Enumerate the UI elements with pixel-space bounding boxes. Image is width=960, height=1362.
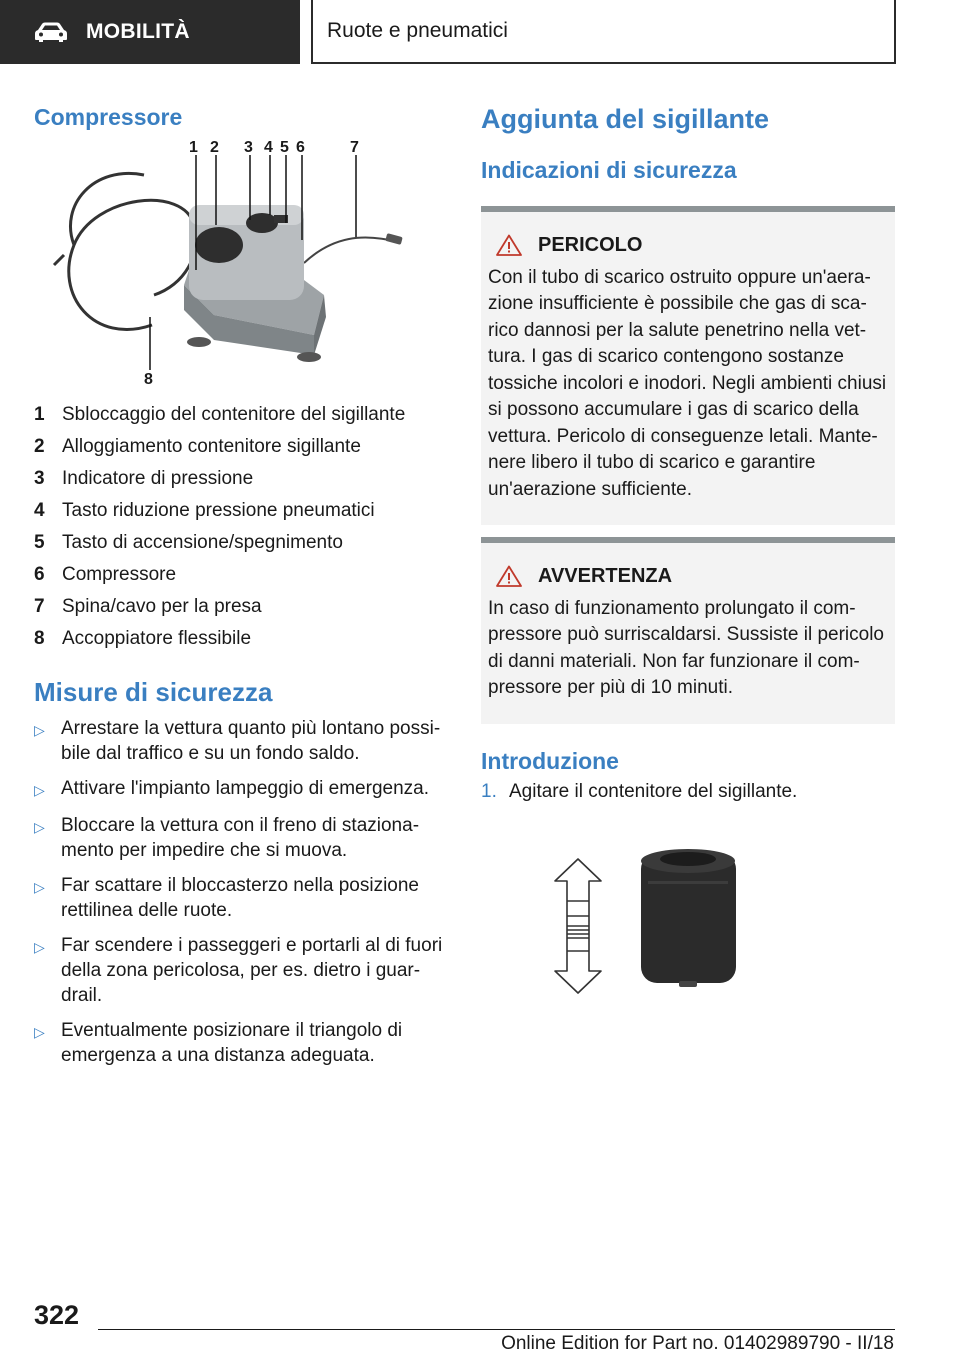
danger-notice [481, 206, 895, 525]
footer-divider [98, 1329, 895, 1330]
callout-1: 1 [189, 139, 198, 156]
danger-text: Con il tubo di scarico ostruito oppure un'aerazione insufficiente è possibile che gas di scarico dannosi per la salute penetrino nella vettura. I gas di scarico contengono sostanze tossiche incolori e inodori. Negli ambienti chiusi si possono accumulare i gas di scarico della vettura. Pericolo di conseguenze letali. Mantenere libero il tubo di scarico e garantire un'aerazione sufficiente. [488, 266, 887, 500]
triangle-bullet-icon: ▷ [34, 819, 45, 835]
safety-item: ▷ Eventualmente posizionare il triangolo di emergenza a una distanza adeguata. [34, 1020, 403, 1066]
safety-heading: Misure di sicurezza [34, 677, 273, 707]
callout-3: 3 [244, 139, 253, 156]
compressor-heading: Compressore [34, 104, 183, 130]
compressor-illustration [34, 145, 444, 397]
intro-heading: Introduzione [481, 747, 619, 774]
triangle-bullet-icon: ▷ [34, 722, 45, 738]
main-heading: Aggiunta del sigillante [481, 104, 770, 134]
callout-6: 6 [296, 139, 305, 156]
step-list [481, 779, 895, 805]
callout-5: 5 [280, 139, 289, 156]
right-column [481, 100, 895, 1016]
warning-label: AVVERTENZA [538, 565, 673, 587]
safety-item: ▷ Bloccare la vettura con il freno di stazionamento per impedire che si muova. [34, 815, 420, 861]
triangle-bullet-icon: ▷ [34, 1024, 45, 1040]
callout-7: 7 [350, 139, 359, 156]
page-number: 322 [34, 1300, 80, 1330]
safety-item: ▷ Far scattare il bloccasterzo nella posizione rettilinea delle ruote. [34, 875, 420, 921]
step-item: 1. Agitare il contenitore del sigillante. [481, 780, 798, 802]
safety-list [34, 716, 444, 1068]
section-label: MOBILITÀ [86, 20, 190, 43]
danger-label: PERICOLO [538, 234, 643, 256]
legend-list [34, 399, 444, 655]
legend-item: 2 Alloggiamento contenitore sigillante [34, 436, 361, 457]
warning-text: In caso di funzionamento prolungato il compressore può surriscaldarsi. Sussiste il pericolo di danni materiali. Non far funzionare il compressore per più di 10 minuti. [488, 597, 884, 698]
legend-item: 8 Accoppiatore flessibile [34, 628, 252, 649]
section-tab[interactable] [0, 0, 300, 64]
page-header [0, 0, 960, 66]
left-column [34, 100, 444, 1078]
shake-container-illustration [481, 841, 895, 1011]
triangle-bullet-icon: ▷ [34, 782, 45, 798]
callout-8: 8 [144, 371, 153, 388]
warning-notice [481, 537, 895, 724]
legend-item: 4 Tasto riduzione pressione pneumatici [34, 500, 375, 521]
legend-item: 1 Sbloccaggio del contenitore del sigillante [34, 404, 406, 425]
callout-2: 2 [210, 139, 219, 156]
legend-item: 3 Indicatore di pressione [34, 468, 254, 489]
safety-item: ▷ Far scendere i passeggeri e portarli al di fuori della zona pericolosa, per es. dietro i guardrail. [34, 935, 443, 1006]
legend-item: 7 Spina/cavo per la presa [34, 596, 262, 617]
legend-item: 6 Compressore [34, 564, 177, 585]
triangle-bullet-icon: ▷ [34, 939, 45, 955]
warning-triangle-icon [496, 234, 522, 256]
warning-triangle-icon [496, 565, 522, 587]
car-icon [34, 21, 68, 43]
chapter-tab[interactable] [311, 0, 896, 64]
edition-note: Online Edition for Part no. 01402989790 - II/18 [501, 1333, 894, 1354]
subheading-safety: Indicazioni di sicurezza [481, 157, 737, 183]
triangle-bullet-icon: ▷ [34, 879, 45, 895]
compressor-figure [34, 139, 444, 397]
chapter-label: Ruote e pneumatici [327, 19, 508, 42]
legend-item: 5 Tasto di accensione/spegnimento [34, 532, 343, 553]
callout-4: 4 [264, 139, 273, 156]
safety-item: ▷ Attivare l'impianto lampeggio di emergenza. [34, 776, 444, 803]
safety-item: ▷ Arrestare la vettura quanto più lontano possibile dal traffico e su un fondo saldo. [34, 718, 441, 764]
